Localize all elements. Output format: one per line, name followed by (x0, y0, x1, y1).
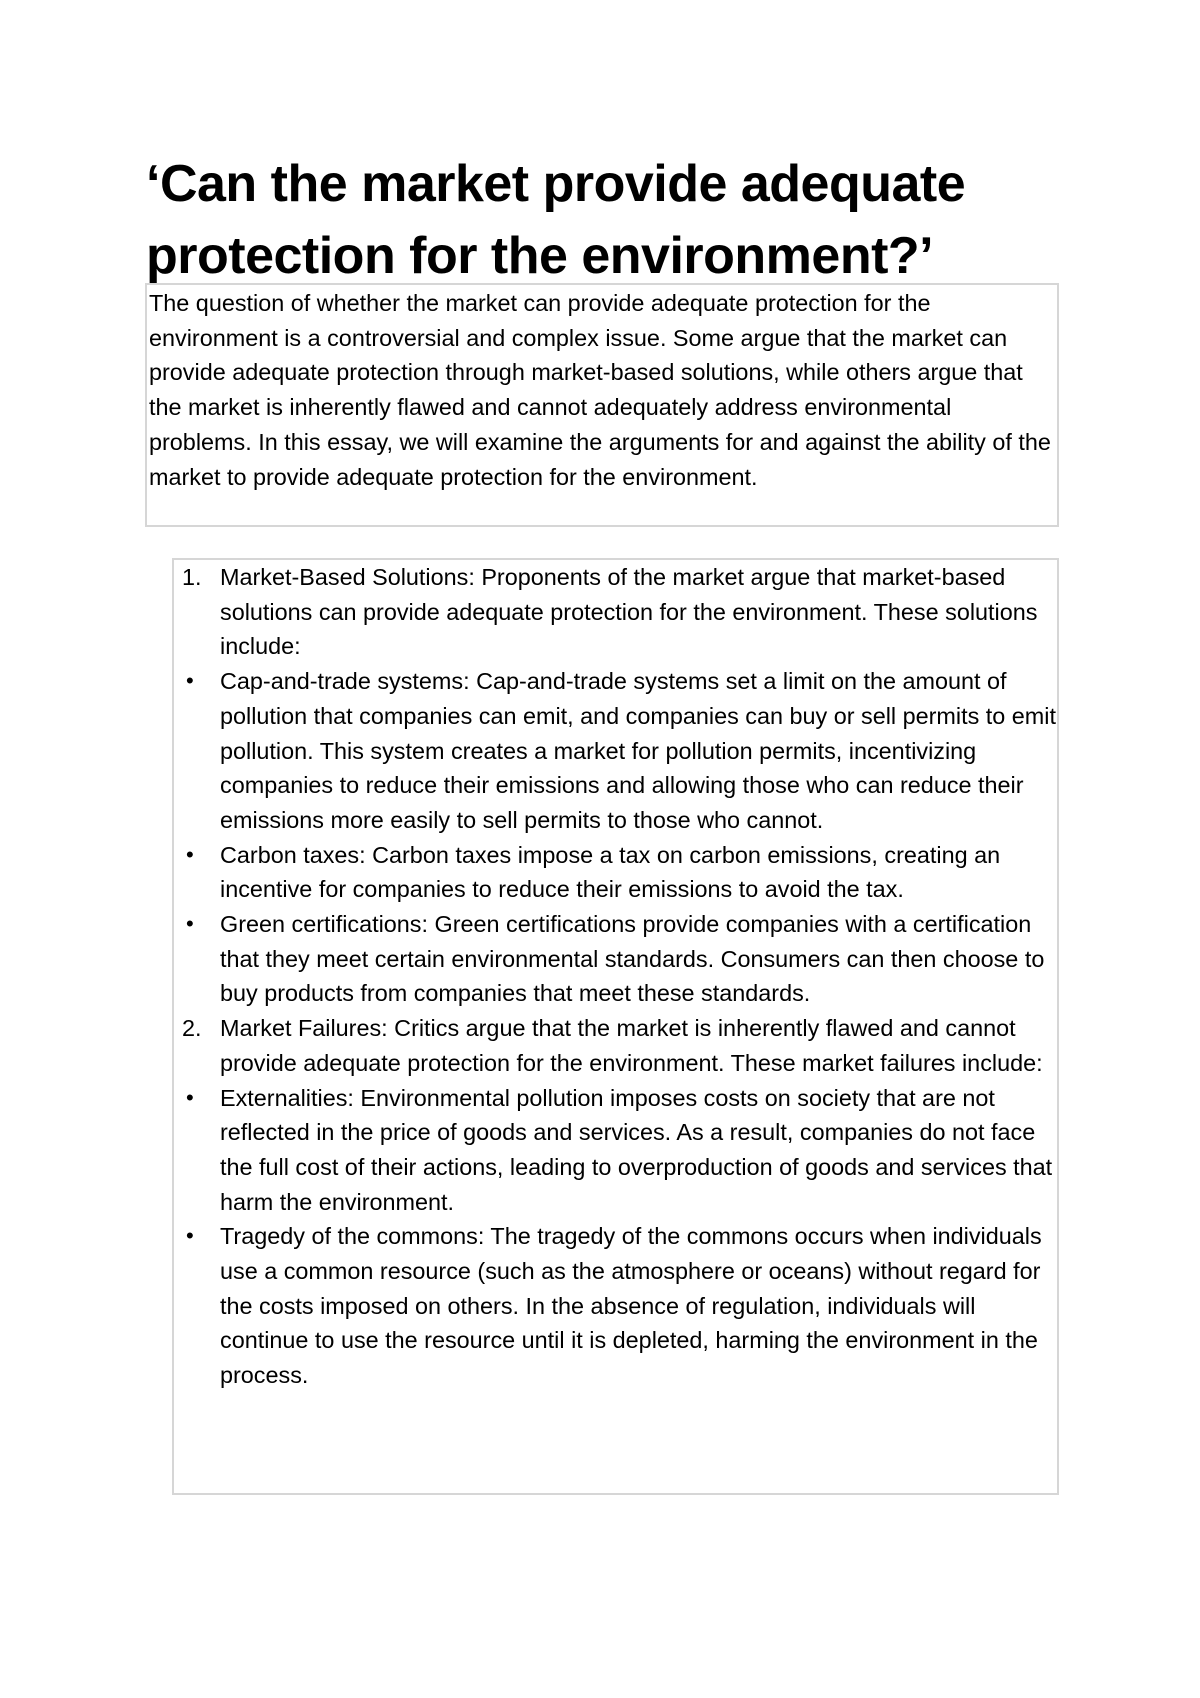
list-item-bullet (174, 907, 1057, 1011)
bullet-icon: • (186, 668, 194, 694)
bullet-icon: • (186, 841, 194, 867)
list-item-text: Market-Based Solutions: Proponents of the market argue that market-based solutions can provide adequate protection for the environment. These solutions include: (220, 564, 1038, 660)
list-item-bullet (174, 1219, 1057, 1393)
list-item-bullet (174, 664, 1057, 838)
bullet-icon: • (186, 911, 194, 937)
list-item-text: Market Failures: Critics argue that the market is inherently flawed and cannot provide adequate protection for the environment. These market failures include: (220, 1015, 1043, 1076)
list-item-text: Tragedy of the commons: The tragedy of the commons occurs when individuals use a common resource (such as the atmosphere or oceans) without regard for the costs imposed on others. In the absence of regulation, individuals will continue to use the resource until it is depleted, harming the environment in the process. (220, 1223, 1042, 1389)
list-text-box (172, 558, 1059, 1495)
intro-paragraph: The question of whether the market can provide adequate protection for the environment is a controversial and complex issue. Some argue that the market can provide adequate protection through market-based solutions, while others argue that the market is inherently flawed and cannot adequately address environmental problems. In this essay, we will examine the arguments for and against the ability of the market to provide adequate protection for the environment. (149, 290, 1051, 490)
list-item-text: Cap-and-trade systems: Cap-and-trade systems set a limit on the amount of pollution that companies can emit, and companies can buy or sell permits to emit pollution. This system creates a market for pollution permits, incentivizing companies to reduce their emissions and allowing those who can reduce their emissions more easily to sell permits to those who cannot. (220, 668, 1056, 833)
list-item-text: Externalities: Environmental pollution imposes costs on society that are not reflected in the price of goods and services. As a result, companies do not face the full cost of their actions, leading to overproduction of goods and services that harm the environment. (220, 1084, 1053, 1215)
intro-text-box (145, 283, 1059, 527)
list-item-text: Green certifications: Green certifications provide companies with a certification that they meet certain environmental standards. Consumers can then choose to buy products from companies that meet these standards. (220, 911, 1045, 1007)
list-item-numbered (174, 560, 1057, 664)
bullet-icon: • (186, 1084, 194, 1110)
list-item-text: Carbon taxes: Carbon taxes impose a tax on carbon emissions, creating an incentive for companies to reduce their emissions to avoid the tax. (220, 841, 1001, 903)
page-title: ‘Can the market provide adequate protection for the environment?’ (146, 155, 966, 285)
list-number: 1. (182, 564, 202, 590)
list-number: 2. (182, 1015, 202, 1042)
bullet-icon: • (186, 1223, 194, 1249)
list-item-bullet (174, 838, 1057, 907)
list-item-numbered (174, 1011, 1057, 1080)
argument-list (174, 560, 1057, 1393)
list-item-bullet (174, 1081, 1057, 1220)
